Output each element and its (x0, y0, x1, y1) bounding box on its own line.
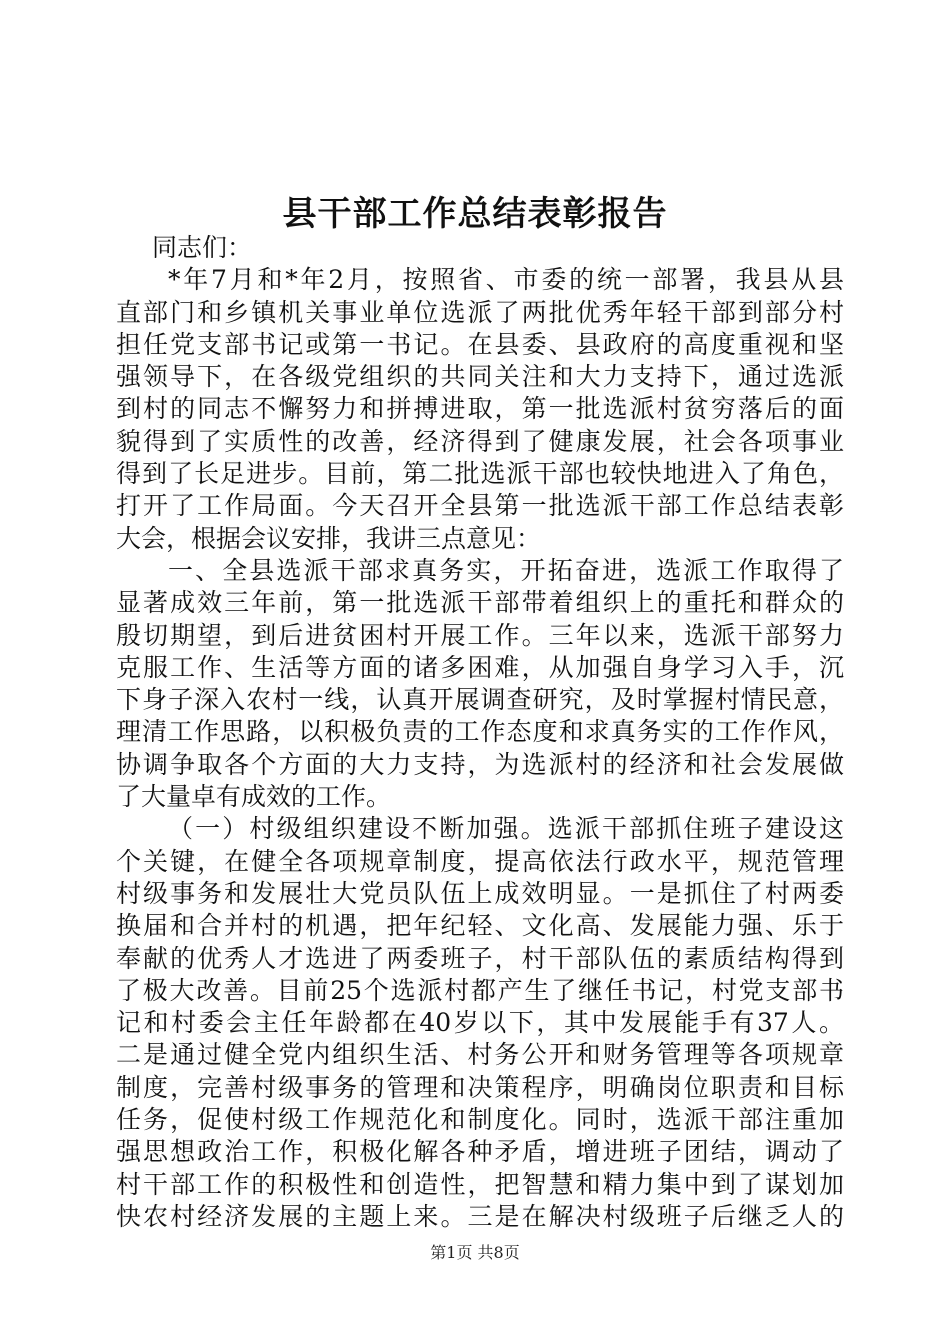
body-line: 记和村委会主任年龄都在40岁以下，其中发展能手有37人。 (116, 1008, 844, 1038)
body-line: 村干部工作的积极性和创造性，把智慧和精力集中到了谋划加 (116, 1169, 844, 1199)
body-line: 得到了长足进步。目前，第二批选派干部也较快地进入了角色， (116, 459, 844, 489)
body-line: 打开了工作局面。今天召开全县第一批选派干部工作总结表彰 (116, 491, 844, 521)
body-line: 殷切期望，到后进贫困村开展工作。三年以来，选派干部努力 (116, 620, 844, 650)
section-heading-line: 一、全县选派干部求真务实，开拓奋进，选派工作取得了 (168, 555, 844, 585)
page-number-footer: 第1页 共8页 (430, 1243, 520, 1262)
body-line: 直部门和乡镇机关事业单位选派了两批优秀年轻干部到部分村 (116, 297, 844, 327)
body-line: 制度，完善村级事务的管理和决策程序，明确岗位职责和目标 (116, 1072, 844, 1102)
body-line: 换届和合并村的机遇，把年纪轻、文化高、发展能力强、乐于 (116, 911, 844, 941)
subsection-heading-line: （一）村级组织建设不断加强。选派干部抓住班子建设这 (168, 814, 844, 844)
body-line: 了大量卓有成效的工作。 (116, 782, 392, 812)
body-line: 强领导下，在各级党组织的共同关注和大力支持下，通过选派 (116, 362, 844, 392)
body-line: 担任党支部书记或第一书记。在县委、县政府的高度重视和坚 (116, 329, 844, 359)
body-line: 个关键，在健全各项规章制度，提高依法行政水平，规范管理 (116, 846, 844, 876)
body-line: 下身子深入农村一线，认真开展调查研究，及时掌握村情民意， (116, 685, 844, 715)
body-line: 了极大改善。目前25个选派村都产生了继任书记，村党支部书 (116, 975, 844, 1005)
body-line: 显著成效三年前，第一批选派干部带着组织上的重托和群众的 (116, 588, 844, 618)
body-line: 貌得到了实质性的改善，经济得到了健康发展，社会各项事业 (116, 426, 844, 456)
body-line: 到村的同志不懈努力和拼搏进取，第一批选派村贫穷落后的面 (116, 394, 844, 424)
document-body (116, 232, 844, 1233)
body-line: 二是通过健全党内组织生活、村务公开和财务管理等各项规章 (116, 1040, 844, 1070)
body-line: 理清工作思路，以积极负责的工作态度和求真务实的工作作风， (116, 717, 844, 747)
body-line: 协调争取各个方面的大力支持，为选派村的经济和社会发展做 (116, 749, 844, 779)
body-line: *年7月和*年2月，按照省、市委的统一部署，我县从县 (168, 265, 844, 295)
body-line: 克服工作、生活等方面的诸多困难，从加强自身学习入手，沉 (116, 652, 844, 682)
salutation-line: 同志们： (152, 233, 253, 262)
body-line: 任务，促使村级工作规范化和制度化。同时，选派干部注重加 (116, 1105, 844, 1135)
body-line: 快农村经济发展的主题上来。三是在解决村级班子后继乏人的 (116, 1201, 844, 1231)
document-title: 县干部工作总结表彰报告 (282, 194, 668, 234)
body-line: 村级事务和发展壮大党员队伍上成效明显。一是抓住了村两委 (116, 878, 844, 908)
body-line: 强思想政治工作，积极化解各种矛盾，增进班子团结，调动了 (116, 1137, 844, 1167)
body-line: 奉献的优秀人才选进了两委班子，村干部队伍的素质结构得到 (116, 943, 844, 973)
body-line: 大会，根据会议安排，我讲三点意见： (116, 523, 542, 553)
